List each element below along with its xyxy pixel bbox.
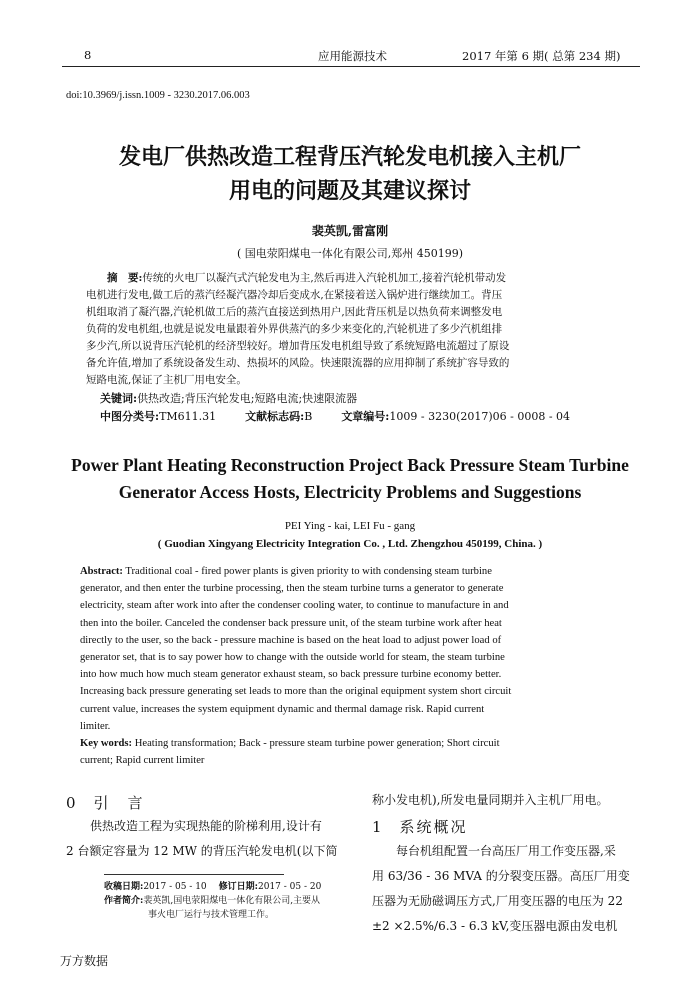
body-line: 用 63/36 - 36 MVA 的分裂变压器。高压厂用变 xyxy=(372,869,630,883)
en-abstract-line: limiter. xyxy=(80,720,111,732)
cn-affiliation: ( 国电荥阳煤电一体化有限公司,郑州 450199) xyxy=(236,247,464,260)
watermark: 万方数据 xyxy=(60,954,109,968)
cn-keywords-text: 供热改造;背压汽轮发电;短路电流;快速限流器 xyxy=(137,392,358,405)
section-title: 引 言 xyxy=(93,794,145,812)
author-bio: 裴英凯,国电荥阳煤电一体化有限公司,主要从 xyxy=(143,896,321,906)
journal-name: 应用能源技术 xyxy=(318,49,387,63)
section-1-heading xyxy=(372,816,640,837)
body-line: 2 台额定容量为 12 MW 的背压汽轮发电机(以下简 xyxy=(66,844,338,858)
section-title: 系统概况 xyxy=(399,818,468,836)
body-line: 供热改造工程为实现热能的阶梯利用,设计有 xyxy=(90,819,322,833)
body-line: 压器为无励磁调压方式,厂用变压器的电压为 22 xyxy=(372,894,623,908)
article-number-value: 1009 - 3230(2017)06 - 0008 - 04 xyxy=(389,410,571,423)
en-title-line-1: Power Plant Heating Reconstruction Project Back Pressure Steam Turbine xyxy=(71,455,629,475)
en-keywords-label: Key words: xyxy=(80,738,133,750)
cn-abstract-line: 备允许值,增加了系统设备发生动、热损坏的风险。快速限流器的应用抑制了系统扩容导致的 xyxy=(86,357,510,369)
cn-title-line-2: 用电的问题及其建议探讨 xyxy=(228,178,471,204)
cn-abstract-line: 短路电流,保证了主机厂用电安全。 xyxy=(86,374,247,386)
doc-code-value: B xyxy=(304,410,313,423)
en-abstract-line: directly to the user, so the back - pressure machine is based on the heat load to adjust power load of xyxy=(80,634,502,646)
cn-abstract-line: 电机进行发电,做工后的蒸汽经凝汽器冷却后变成水,在紧接着送入锅炉进行继续加工。背压 xyxy=(86,289,503,301)
en-abstract-line: electricity, steam after work into after the condenser cooling water, to continue to manufacture in and xyxy=(80,600,509,612)
en-authors: PEI Ying - kai, LEI Fu - gang xyxy=(284,520,416,532)
en-abstract-line: then into the boiler. Canceled the condenser back pressure unit, of the steam turbine work after heat xyxy=(80,617,502,629)
en-affiliation: ( Guodian Xingyang Electricity Integration Co. , Ltd. Zhengzhou 450199, China. ) xyxy=(157,538,543,550)
section-0-heading xyxy=(66,792,346,813)
classification-line xyxy=(100,408,570,424)
doi: doi:10.3969/j.issn.1009 - 3230.2017.06.003 xyxy=(66,90,250,101)
author-bio-label: 作者简介: xyxy=(104,896,144,906)
en-keywords-line: current; Rapid current limiter xyxy=(80,755,205,767)
clc-value: TM611.31 xyxy=(159,410,217,423)
en-abstract xyxy=(80,563,625,769)
en-abstract-line: Traditional coal - fired power plants is given priority to with condensing steam turbine xyxy=(125,566,492,577)
section-number: 1 xyxy=(372,818,384,836)
en-abstract-line: Increasing back pressure generating set leads to more than the original equipment system short circuit xyxy=(80,686,512,698)
cn-abstract-label: 摘 要: xyxy=(107,272,143,284)
body-line: 每台机组配置一台高压厂用工作变压器,采 xyxy=(396,844,616,858)
cn-abstract-line: 多少汽,所以说背压汽轮机的经济型较好。增加背压发电机组导致了系统短路电流超过了原设 xyxy=(86,340,510,352)
clc-label: 中图分类号: xyxy=(100,410,160,423)
doc-code-label: 文献标志码: xyxy=(245,410,305,423)
en-title-line-2: Generator Access Hosts, Electricity Problems and Suggestions xyxy=(118,482,582,502)
en-abstract-line: generator set, that is to say power how to change with the outside world for steam, the steam turbine xyxy=(80,652,505,664)
article-number-label: 文章编号: xyxy=(341,410,390,423)
header-rule xyxy=(62,66,640,67)
cn-authors: 裴英凯,雷富刚 xyxy=(311,224,389,238)
author-bio-cont: 事火电厂运行与技术管理工作。 xyxy=(148,910,275,920)
received-date: 2017 - 05 - 10 xyxy=(143,882,207,892)
footnote xyxy=(104,880,354,922)
revised-date: 2017 - 05 - 20 xyxy=(258,882,322,892)
en-abstract-line: generator, and then enter the turbine processing, then the steam turbine turns a generator to generate xyxy=(80,583,504,595)
en-abstract-line: current value, increases the system equipment dynamic and thermal damage risk. Rapid current xyxy=(80,703,485,715)
en-keywords-line: Heating transformation; Back - pressure steam turbine power generation; Short circuit xyxy=(134,738,500,750)
received-label: 收稿日期: xyxy=(104,882,144,892)
footnote-rule xyxy=(104,874,284,875)
cn-keywords-label: 关键词: xyxy=(100,392,138,405)
cn-keywords xyxy=(100,390,357,406)
section-number: 0 xyxy=(66,794,78,812)
body-line: ±2 ×2.5%/6.3 - 6.3 kV,变压器电源由发电机 xyxy=(372,919,618,933)
page-number: 8 xyxy=(84,48,92,62)
issue-info: 2017 年第 6 期( 总第 234 期) xyxy=(462,49,621,63)
revised-label: 修订日期: xyxy=(218,882,258,892)
en-abstract-label: Abstract: xyxy=(80,566,123,577)
body-line: 称小发电机),所发电量同期并入主机厂用电。 xyxy=(372,793,609,807)
cn-abstract-line: 机组取消了凝汽器,汽轮机做工后的蒸汽直接送到热用户,因此背压机是以热负荷来调整发电 xyxy=(86,306,503,318)
cn-abstract xyxy=(86,270,616,389)
cn-abstract-line: 传统的火电厂以凝汽式汽轮发电为主,然后再进入汽轮机加工,接着汽轮机带动发 xyxy=(142,272,507,284)
en-abstract-line: into how much how much steam generator exhaust steam, so back pressure turbine economy better. xyxy=(80,669,502,681)
cn-title-line-1: 发电厂供热改造工程背压汽轮发电机接入主机厂 xyxy=(118,144,581,170)
cn-abstract-line: 负荷的发电机组,也就是说发电量跟着外界供蒸汽的多少来变化的,汽轮机进了多少汽机组排 xyxy=(86,323,503,335)
